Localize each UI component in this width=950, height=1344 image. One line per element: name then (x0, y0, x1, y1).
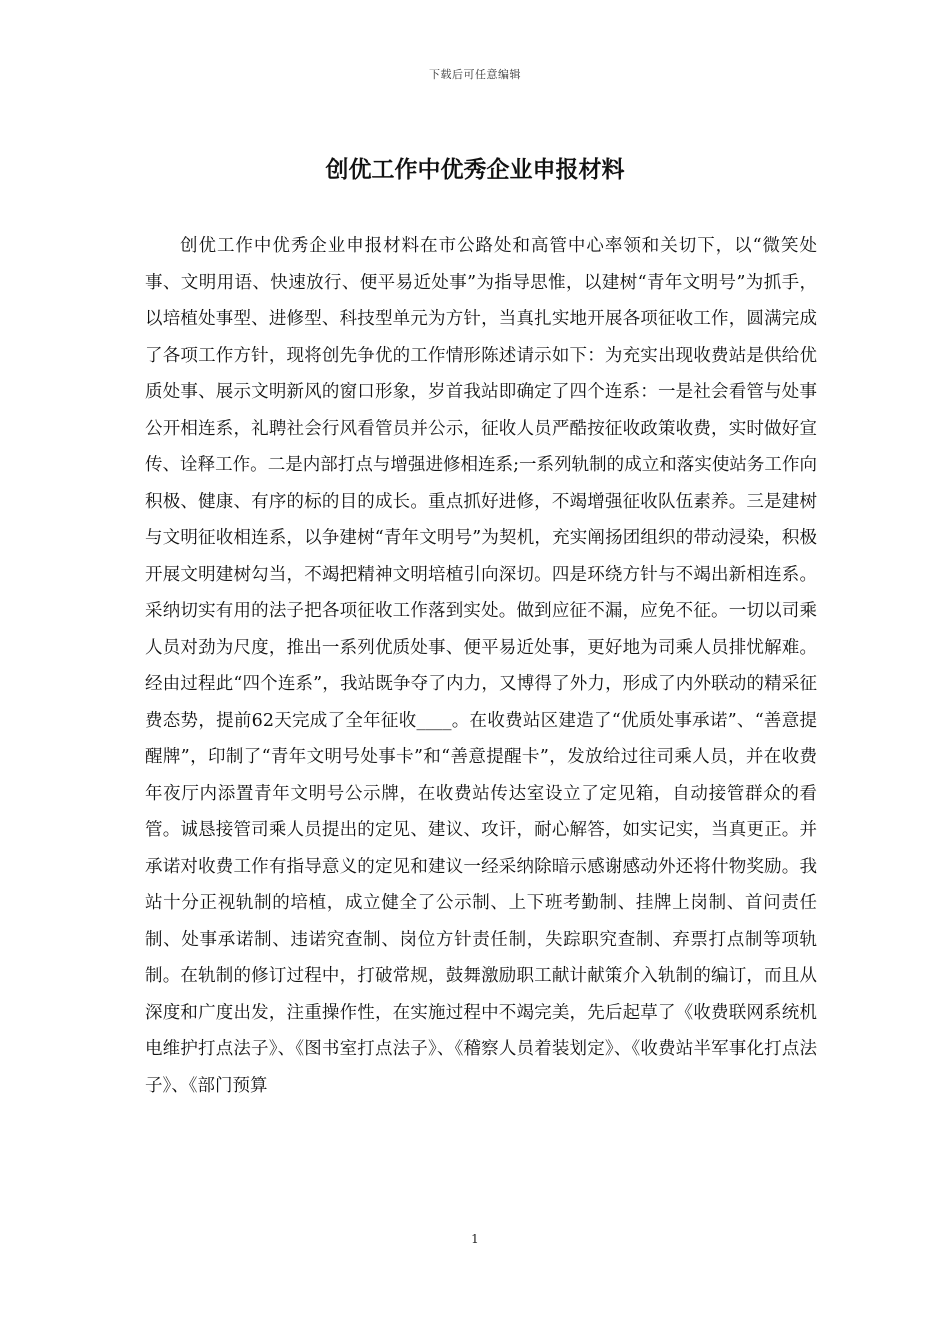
page-number: 1 (471, 1232, 479, 1246)
body-paragraph: 创优工作中优秀企业申报材料在市公路处和高管中心率领和关切下，以“微笑处事、文明用语、快速放行、便平易近处事”为指导思惟，以建树“青年文明号”为抓手，以培植处事型、进修型、科技型单元为方针，当真扎实地开展各项征收工作，圆满完成了各项工作方针，现将创先争优的工作情形陈述请示如下：为充实出现收费站是供给优质处事、展示文明新风的窗口形象，岁首我站即确定了四个连系：一是社会看管与处事公开相连系，礼聘社会行风看管员并公示，征收人员严酷按征收政策收费，实时做好宣传、诠释工作。二是内部打点与增强进修相连系;一系列轨制的成立和落实使站务工作向积极、健康、有序的标的目的成长。重点抓好进修，不竭增强征收队伍素养。三是建树与文明征收相连系，以争建树“青年文明号”为契机，充实阐扬团组织的带动浸染，积极开展文明建树勾当，不竭把精神文明培植引向深切。四是环绕方针与不竭出新相连系。采纳切实有用的法子把各项征收工作落到实处。做到应征不漏，应免不征。一切以司乘人员对劲为尺度，推出一系列优质处事、便平易近处事，更好地为司乘人员排忧解难。经由过程此“四个连系”，我站既争夺了内力，又博得了外力，形成了内外联动的精采征费态势，提前62天完成了全年征收____。在收费站区建造了“优质处事承诺”、“善意提醒牌”，印制了“青年文明号处事卡”和“善意提醒卡”，发放给过往司乘人员，并在收费年夜厅内添置青年文明号公示牌，在收费站传达室设立了定见箱，自动接管群众的看管。诚恳接管司乘人员提出的定见、建议、攻讦，耐心解答，如实记实，当真更正。并承诺对收费工作有指导意义的定见和建议一经采纳除暗示感谢感动外还将什物奖励。我站十分正视轨制的培植，成立健全了公示制、上下班考勤制、挂牌上岗制、首问责任制、处事承诺制、违诺究查制、岗位方针责任制，失踪职究查制、弃票打点制等项轨制。在轨制的修订过程中，打破常规，鼓舞激励职工献计献策介入轨制的编订，而且从深度和广度出发，注重操作性，在实施过程中不竭完美，先后起草了《收费联网系统机电维护打点法子》、《图书室打点法子》、《稽察人员着装划定》、《收费站半军事化打点法子》、《部门预算 (145, 236, 817, 1096)
header-note: 下载后可任意编辑 (429, 68, 521, 81)
document-title: 创优工作中优秀企业申报材料 (325, 156, 625, 183)
